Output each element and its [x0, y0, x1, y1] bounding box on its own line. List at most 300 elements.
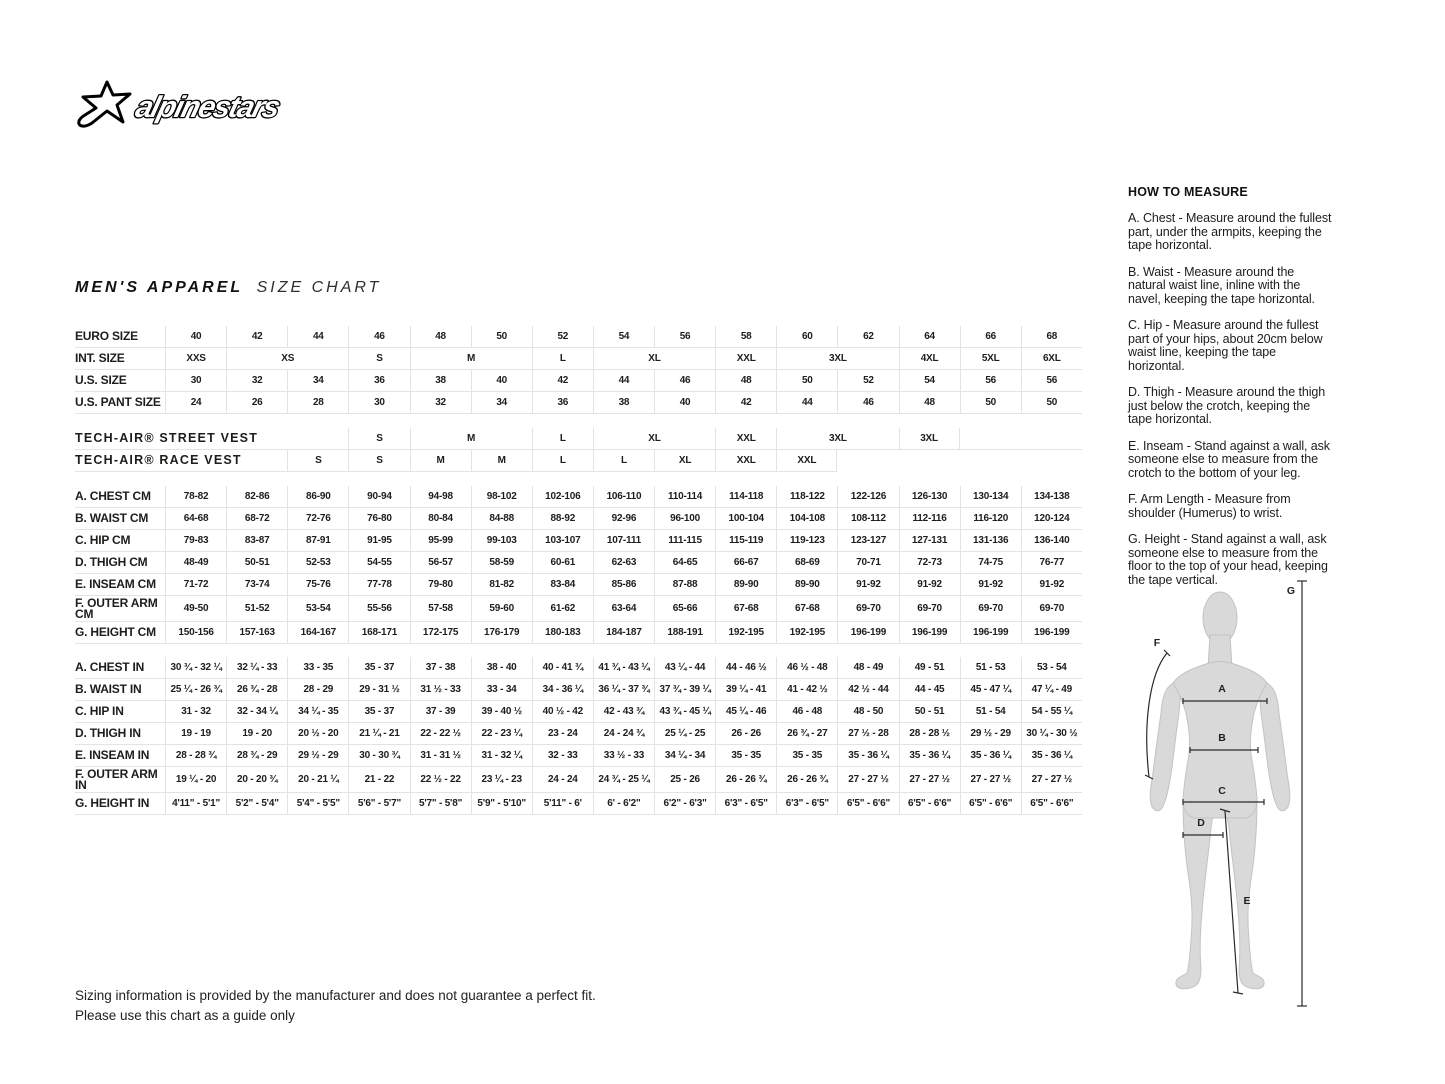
row-label: U.S. PANT SIZE [75, 392, 165, 414]
disclaimer-line2: Please use this chart as a guide only [75, 1008, 295, 1023]
size-cell: 42 [226, 326, 287, 348]
row-label: E. INSEAM CM [75, 574, 165, 596]
size-cell: 123-127 [837, 530, 898, 552]
size-cell: 32 - 34 ¼ [226, 701, 287, 723]
size-cell: 33 ½ - 33 [593, 745, 654, 767]
size-cell: 33 - 34 [471, 679, 532, 701]
size-cell: 34 - 36 ¼ [532, 679, 593, 701]
size-cell: 34 ¼ - 34 [654, 745, 715, 767]
size-cell: 54 [593, 326, 654, 348]
row-label: G. HEIGHT CM [75, 622, 165, 644]
size-cell: 19 - 19 [165, 723, 226, 745]
size-cell: 25 - 26 [654, 767, 715, 793]
size-cell: 53-54 [287, 596, 348, 622]
size-cell: 44 [593, 370, 654, 392]
measure-step-arm: F. Arm Length - Measure from shoulder (Humerus) to wrist. [1128, 492, 1291, 520]
size-cell: 35 - 37 [348, 657, 409, 679]
size-cell: 64-68 [165, 508, 226, 530]
size-cell: S [348, 450, 409, 472]
size-cell: 55-56 [348, 596, 409, 622]
size-cell: 23 ¼ - 23 [471, 767, 532, 793]
size-cell: 43 ¼ - 44 [654, 657, 715, 679]
size-cell: 4XL [899, 348, 960, 370]
size-cell: 73-74 [226, 574, 287, 596]
size-cell: XXL [715, 450, 776, 472]
size-cell: 40 [471, 370, 532, 392]
table-row [75, 767, 1082, 793]
size-cell: 6'5" - 6'6" [899, 793, 960, 815]
size-cell: 5XL [960, 348, 1021, 370]
size-cell: 47 ¼ - 49 [1021, 679, 1082, 701]
size-cell: 44 [776, 392, 837, 414]
size-cell: 65-66 [654, 596, 715, 622]
size-cell: 82-86 [226, 486, 287, 508]
size-cell: 188-191 [654, 622, 715, 644]
table-row [75, 392, 1082, 414]
page-title-sub: SIZE CHART [256, 279, 382, 296]
size-cell: 68-69 [776, 552, 837, 574]
size-cell [226, 428, 348, 450]
size-cell: 150-156 [165, 622, 226, 644]
size-cell: 44 - 46 ½ [715, 657, 776, 679]
size-cell: XXL [715, 428, 776, 450]
size-cell: 50 [960, 392, 1021, 414]
size-cell: 51 - 54 [960, 701, 1021, 723]
size-cell: 81-82 [471, 574, 532, 596]
size-cell: 122-126 [837, 486, 898, 508]
size-cell: 43 ¾ - 45 ¼ [654, 701, 715, 723]
table-section [75, 486, 1082, 644]
size-cell: 99-103 [471, 530, 532, 552]
size-cell: 6'3" - 6'5" [776, 793, 837, 815]
size-cell: XS [226, 348, 348, 370]
size-cell: 27 - 27 ½ [960, 767, 1021, 793]
size-cell: 27 - 27 ½ [899, 767, 960, 793]
body-measurement-figure [1140, 573, 1315, 1018]
size-cell: 56-57 [410, 552, 471, 574]
size-cell: 28 ¾ - 29 [226, 745, 287, 767]
size-cell: 30 [348, 392, 409, 414]
size-cell: 134-138 [1021, 486, 1082, 508]
size-cell: 61-62 [532, 596, 593, 622]
size-cell: 6'2" - 6'3" [654, 793, 715, 815]
size-cell: 32 [226, 370, 287, 392]
size-cell: 39 ¼ - 41 [715, 679, 776, 701]
size-cell: 36 ¼ - 37 ¾ [593, 679, 654, 701]
size-cell [165, 428, 226, 450]
size-cell [899, 450, 960, 472]
size-cell: 196-199 [837, 622, 898, 644]
figure-label-height: G [1286, 585, 1295, 597]
size-cell: 5'2" - 5'4" [226, 793, 287, 815]
size-cell: 40 [165, 326, 226, 348]
size-cell: 27 ½ - 28 [837, 723, 898, 745]
size-cell: 30 ¼ - 30 ½ [1021, 723, 1082, 745]
figure-label-thigh: D [1197, 817, 1205, 829]
size-cell: 112-116 [899, 508, 960, 530]
size-cell: 57-58 [410, 596, 471, 622]
size-cell: 49 - 51 [899, 657, 960, 679]
size-cell: 96-100 [654, 508, 715, 530]
size-cell: 38 [593, 392, 654, 414]
row-label: A. CHEST IN [75, 657, 165, 679]
size-cell: 50 - 51 [899, 701, 960, 723]
size-cell: 45 ¼ - 46 [715, 701, 776, 723]
table-row [75, 348, 1082, 370]
size-cell: 70-71 [837, 552, 898, 574]
size-cell: 26 [226, 392, 287, 414]
size-cell: 51-52 [226, 596, 287, 622]
size-cell: 5'11" - 6' [532, 793, 593, 815]
size-cell: 32 ¼ - 33 [226, 657, 287, 679]
size-cell: 46 ½ - 48 [776, 657, 837, 679]
size-cell: 31 - 32 [165, 701, 226, 723]
size-cell: 196-199 [899, 622, 960, 644]
size-cell: 3XL [776, 428, 898, 450]
table-row [75, 679, 1082, 701]
size-cell: 21 - 22 [348, 767, 409, 793]
size-cell: 23 - 24 [532, 723, 593, 745]
size-cell: 78-82 [165, 486, 226, 508]
page-title [75, 279, 381, 297]
size-cell: 52-53 [287, 552, 348, 574]
table-row [75, 723, 1082, 745]
size-cell: 19 - 20 [226, 723, 287, 745]
size-cell: 68 [1021, 326, 1082, 348]
measure-step-thigh: D. Thigh - Measure around the thigh just below the crotch, keeping the tape horizontal. [1128, 385, 1326, 426]
size-cell: 136-140 [1021, 530, 1082, 552]
table-row [75, 428, 1082, 450]
size-cell: 80-84 [410, 508, 471, 530]
size-cell: 100-104 [715, 508, 776, 530]
size-cell: 28 - 28 ¾ [165, 745, 226, 767]
figure-label-waist: B [1218, 732, 1226, 744]
table-row [75, 793, 1082, 815]
size-cell: 26 - 26 ¾ [776, 767, 837, 793]
size-cell: S [348, 348, 409, 370]
size-cell: 29 - 31 ½ [348, 679, 409, 701]
size-cell: 58 [715, 326, 776, 348]
alpinestars-logo-icon [70, 80, 320, 128]
size-cell: 89-90 [776, 574, 837, 596]
size-cell: 27 - 27 ½ [837, 767, 898, 793]
size-cell: 56 [654, 326, 715, 348]
size-cell: 98-102 [471, 486, 532, 508]
size-cell: 164-167 [287, 622, 348, 644]
size-cell: 79-83 [165, 530, 226, 552]
size-cell: 6'3" - 6'5" [715, 793, 776, 815]
size-cell: 46 [654, 370, 715, 392]
size-cell: 69-70 [960, 596, 1021, 622]
size-cell: 36 [348, 370, 409, 392]
alpinestars-logo [70, 80, 320, 133]
figure-label-hip: C [1218, 785, 1226, 797]
measure-step-inseam: E. Inseam - Stand against a wall, ask someone else to measure from the crotch to the bottom of your leg. [1128, 438, 1330, 480]
size-cell: 5'6" - 5'7" [348, 793, 409, 815]
size-cell: 6XL [1021, 348, 1082, 370]
size-cell: 196-199 [960, 622, 1021, 644]
size-cell: 48 - 50 [837, 701, 898, 723]
disclaimer-line1: Sizing information is provided by the manufacturer and does not guarantee a perfect fit. [75, 988, 596, 1003]
size-cell: 54-55 [348, 552, 409, 574]
size-cell: 79-80 [410, 574, 471, 596]
table-row [75, 508, 1082, 530]
size-cell: 83-84 [532, 574, 593, 596]
row-label: B. WAIST IN [75, 679, 165, 701]
size-cell: 34 [471, 392, 532, 414]
size-cell: 38 [410, 370, 471, 392]
table-row [75, 530, 1082, 552]
table-section [75, 428, 1082, 472]
table-section [75, 326, 1082, 414]
size-cell: 54 [899, 370, 960, 392]
row-label: F. OUTER ARM CM [75, 596, 165, 622]
size-cell: 180-183 [532, 622, 593, 644]
size-cell: 35 - 37 [348, 701, 409, 723]
size-cell: 130-134 [960, 486, 1021, 508]
size-cell: 30 - 30 ¾ [348, 745, 409, 767]
row-label: G. HEIGHT IN [75, 793, 165, 815]
size-cell: 38 - 40 [471, 657, 532, 679]
size-cell: M [410, 428, 532, 450]
size-cell: 6' - 6'2" [593, 793, 654, 815]
size-cell: 35 - 36 ¼ [837, 745, 898, 767]
table-row [75, 745, 1082, 767]
size-cell: 24 - 24 ¾ [593, 723, 654, 745]
size-cell: 68-72 [226, 508, 287, 530]
size-cell: 86-90 [287, 486, 348, 508]
size-cell: 69-70 [837, 596, 898, 622]
logo-wordmark: alpinestars [132, 90, 283, 124]
table-row [75, 596, 1082, 622]
size-cell: 46 - 48 [776, 701, 837, 723]
size-cell: 119-123 [776, 530, 837, 552]
size-cell: 88-92 [532, 508, 593, 530]
size-cell: 29 ½ - 29 [960, 723, 1021, 745]
size-cell: 60-61 [532, 552, 593, 574]
size-cell: 91-95 [348, 530, 409, 552]
size-cell: 62 [837, 326, 898, 348]
size-cell: XL [593, 348, 715, 370]
size-cell: 6'5" - 6'6" [1021, 793, 1082, 815]
table-row [75, 326, 1082, 348]
size-cell: 91-92 [899, 574, 960, 596]
size-cell: 42 [715, 392, 776, 414]
size-cell: 21 ¼ - 21 [348, 723, 409, 745]
size-cell: 87-91 [287, 530, 348, 552]
size-cell: 28 - 28 ½ [899, 723, 960, 745]
size-cell: 114-118 [715, 486, 776, 508]
size-cell: 25 ¼ - 26 ¾ [165, 679, 226, 701]
size-cell [1021, 450, 1082, 472]
row-label: E. INSEAM IN [75, 745, 165, 767]
how-to-measure-panel [1128, 185, 1334, 600]
table-row [75, 486, 1082, 508]
row-label: B. WAIST CM [75, 508, 165, 530]
size-cell: 115-119 [715, 530, 776, 552]
row-label: TECH-AIR® STREET VEST [75, 428, 165, 450]
size-cell: 46 [837, 392, 898, 414]
size-cell: 19 ¼ - 20 [165, 767, 226, 793]
size-cell: 35 - 35 [715, 745, 776, 767]
how-to-measure-heading: HOW TO MEASURE [1128, 185, 1248, 199]
size-cell: 33 - 35 [287, 657, 348, 679]
size-cell: 6'5" - 6'6" [837, 793, 898, 815]
size-cell: 20 ½ - 20 [287, 723, 348, 745]
table-row [75, 657, 1082, 679]
size-cell: 26 ¾ - 28 [226, 679, 287, 701]
size-cell: 92-96 [593, 508, 654, 530]
size-cell: 46 [348, 326, 409, 348]
size-cell: 94-98 [410, 486, 471, 508]
size-cell: 29 ½ - 29 [287, 745, 348, 767]
size-cell: 36 [532, 392, 593, 414]
table-row [75, 370, 1082, 392]
size-cell: 176-179 [471, 622, 532, 644]
size-cell: 108-112 [837, 508, 898, 530]
size-cell: 44 - 45 [899, 679, 960, 701]
size-cell: 50 [471, 326, 532, 348]
size-cell: 69-70 [1021, 596, 1082, 622]
size-cell: L [532, 348, 593, 370]
size-cell: 90-94 [348, 486, 409, 508]
size-cell: 131-136 [960, 530, 1021, 552]
size-cell: 59-60 [471, 596, 532, 622]
size-cell: 48-49 [165, 552, 226, 574]
size-cell: 32 - 33 [532, 745, 593, 767]
row-label: EURO SIZE [75, 326, 165, 348]
size-cell: 172-175 [410, 622, 471, 644]
size-cell: 50 [1021, 392, 1082, 414]
table-row [75, 450, 1082, 472]
size-cell: 42 [532, 370, 593, 392]
size-cell: 126-130 [899, 486, 960, 508]
size-cell: 31 - 32 ¼ [471, 745, 532, 767]
size-cell: 51 - 53 [960, 657, 1021, 679]
table-row [75, 552, 1082, 574]
size-cell: 37 ¾ - 39 ¼ [654, 679, 715, 701]
size-cell: 192-195 [776, 622, 837, 644]
size-cell: 5'7" - 5'8" [410, 793, 471, 815]
size-cell: L [532, 450, 593, 472]
size-cell: 74-75 [960, 552, 1021, 574]
size-cell: 127-131 [899, 530, 960, 552]
size-cell: 37 - 38 [410, 657, 471, 679]
size-cell: S [287, 450, 348, 472]
size-cell: XXS [165, 348, 226, 370]
size-cell: 84-88 [471, 508, 532, 530]
size-cell: 66 [960, 326, 1021, 348]
size-cell: 67-68 [715, 596, 776, 622]
size-cell: M [410, 450, 471, 472]
size-cell: 72-76 [287, 508, 348, 530]
size-cell: 106-110 [593, 486, 654, 508]
size-cell: 41 ¾ - 43 ¼ [593, 657, 654, 679]
measure-step-hip: C. Hip - Measure around the fullest part of your hips, about 20cm below waist line, keeping the tape horizontal. [1128, 318, 1323, 373]
size-cell: 3XL [776, 348, 898, 370]
size-cell: L [593, 450, 654, 472]
size-cell: 22 ½ - 22 [410, 767, 471, 793]
size-cell: 196-199 [1021, 622, 1082, 644]
size-cell: 26 ¾ - 27 [776, 723, 837, 745]
size-cell: 31 ½ - 33 [410, 679, 471, 701]
size-cell [960, 428, 1021, 450]
size-cell: XL [654, 450, 715, 472]
size-cell: 157-163 [226, 622, 287, 644]
size-cell: 24 [165, 392, 226, 414]
size-cell: 24 ¾ - 25 ¼ [593, 767, 654, 793]
figure-label-chest: A [1218, 683, 1226, 695]
size-cell: 6'5" - 6'6" [960, 793, 1021, 815]
table-row [75, 574, 1082, 596]
row-label: INT. SIZE [75, 348, 165, 370]
size-cell: 44 [287, 326, 348, 348]
size-cell: 40 ½ - 42 [532, 701, 593, 723]
row-label: D. THIGH CM [75, 552, 165, 574]
row-label: C. HIP CM [75, 530, 165, 552]
size-cell: 66-67 [715, 552, 776, 574]
size-cell: 5'4" - 5'5" [287, 793, 348, 815]
size-cell: 52 [532, 326, 593, 348]
measure-step-waist: B. Waist - Measure around the natural waist line, inline with the navel, keeping the tape horizontal. [1128, 264, 1315, 306]
table-row [75, 701, 1082, 723]
size-cell: 60 [776, 326, 837, 348]
measure-step-height: G. Height - Stand against a wall, ask someone else to measure from the floor to the top of your head, keeping the tape vertical. [1128, 532, 1328, 587]
size-cell [837, 450, 898, 472]
size-cell: 50 [776, 370, 837, 392]
size-cell: S [348, 428, 409, 450]
size-cell: 26 - 26 [715, 723, 776, 745]
size-cell: 42 ½ - 44 [837, 679, 898, 701]
size-cell: 48 - 49 [837, 657, 898, 679]
size-cell: 91-92 [1021, 574, 1082, 596]
size-cell [165, 450, 226, 472]
size-cell: 45 - 47 ¼ [960, 679, 1021, 701]
size-cell: 87-88 [654, 574, 715, 596]
size-cell: 28 [287, 392, 348, 414]
size-cell: 40 - 41 ¾ [532, 657, 593, 679]
size-cell: 39 - 40 ½ [471, 701, 532, 723]
size-cell: 63-64 [593, 596, 654, 622]
size-cell: XL [593, 428, 715, 450]
size-cell: 27 - 27 ½ [1021, 767, 1082, 793]
size-cell: XXL [776, 450, 837, 472]
size-cell: 64-65 [654, 552, 715, 574]
size-table [75, 326, 1082, 815]
size-cell: 110-114 [654, 486, 715, 508]
size-cell: 52 [837, 370, 898, 392]
size-cell: L [532, 428, 593, 450]
size-cell: 62-63 [593, 552, 654, 574]
body-silhouette-icon [1140, 573, 1315, 1013]
row-label: C. HIP IN [75, 701, 165, 723]
size-cell: 83-87 [226, 530, 287, 552]
size-cell: 54 - 55 ¼ [1021, 701, 1082, 723]
size-cell: 75-76 [287, 574, 348, 596]
astar-icon [79, 82, 130, 126]
size-cell: 116-120 [960, 508, 1021, 530]
figure-label-inseam: E [1243, 895, 1251, 907]
size-cell: 56 [1021, 370, 1082, 392]
size-cell: 28 - 29 [287, 679, 348, 701]
size-cell: 5'9" - 5'10" [471, 793, 532, 815]
size-cell: 24 - 24 [532, 767, 593, 793]
size-cell: 34 ¼ - 35 [287, 701, 348, 723]
size-cell: 30 [165, 370, 226, 392]
row-label: TECH-AIR® RACE VEST [75, 450, 165, 472]
size-cell: 184-187 [593, 622, 654, 644]
size-cell: 192-195 [715, 622, 776, 644]
